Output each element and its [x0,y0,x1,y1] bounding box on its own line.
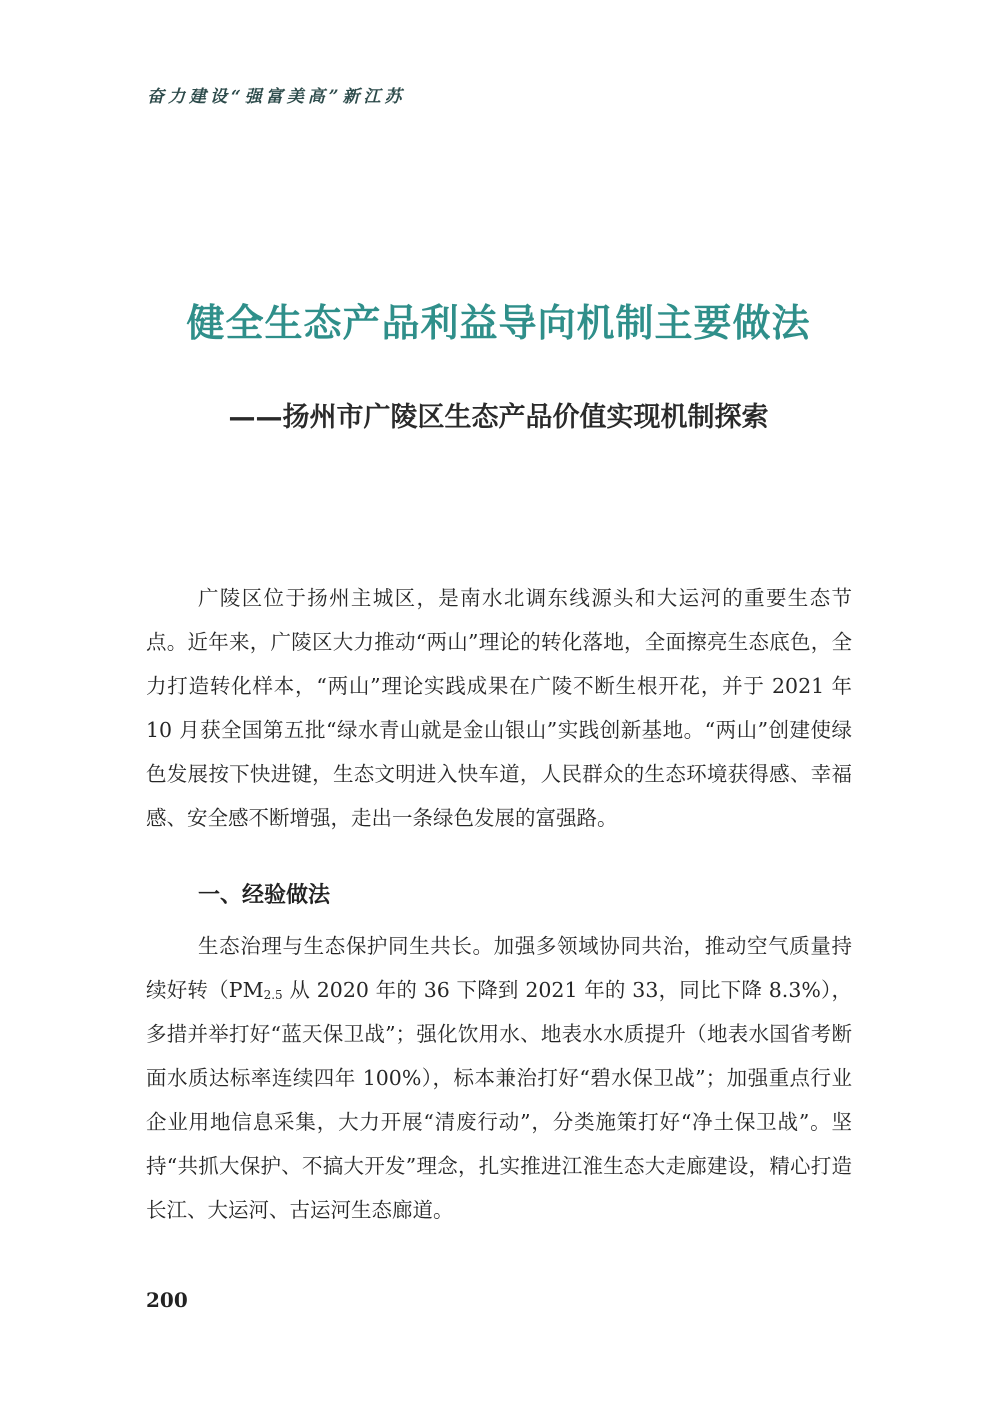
experience-paragraph [146,924,852,1232]
article-title: 健全生态产品利益导向机制主要做法 [186,301,811,345]
paragraph-text-part: 从 2020 年的 36 下降到 2021 年的 33，同比下降 8.3%），多措并举打好“蓝天保卫战”；强化饮用水、地表水水质提升（地表水国省考断面水质达标率连续四年 100%），标本兼治打好“碧水保卫战”；加强重点行业企业用地信息采集，大力开展“清废行动”，分类施策打好“净土保卫战”。坚持“共抓大保护、不搞大开发”理念，扎实推进江淮生态大走廊建设，精心打造长江、大运河、古运河生态廊道。 [146,978,852,1222]
section-heading: 一、经验做法 [198,883,331,908]
paragraph-text-part: 生态治理与生态保护同生共长。加强多领域协同共治，推动空气质量持续好转（PM [146,934,852,1002]
running-header: 奋力建设“强富美高”新江苏 [147,87,406,107]
article-subtitle: ——扬州市广陵区生态产品价值实现机制探索 [228,402,769,433]
pm-subscript: 2.5 [263,988,283,1002]
page-number: 200 [146,1288,188,1312]
intro-paragraph: 广陵区位于扬州主城区，是南水北调东线源头和大运河的重要生态节点。近年来，广陵区大力推动“两山”理论的转化落地，全面擦亮生态底色，全力打造转化样本，“两山”理论实践成果在广陵不断生根开花，并于 2021 年 10 月获全国第五批“绿水青山就是金山银山”实践创新基地。“两山”创建使绿色发展按下快进键，生态文明进入快车道，人民群众的生态环境获得感、幸福感、安全感不断增强，走出一条绿色发展的富强路。 [146,586,852,830]
